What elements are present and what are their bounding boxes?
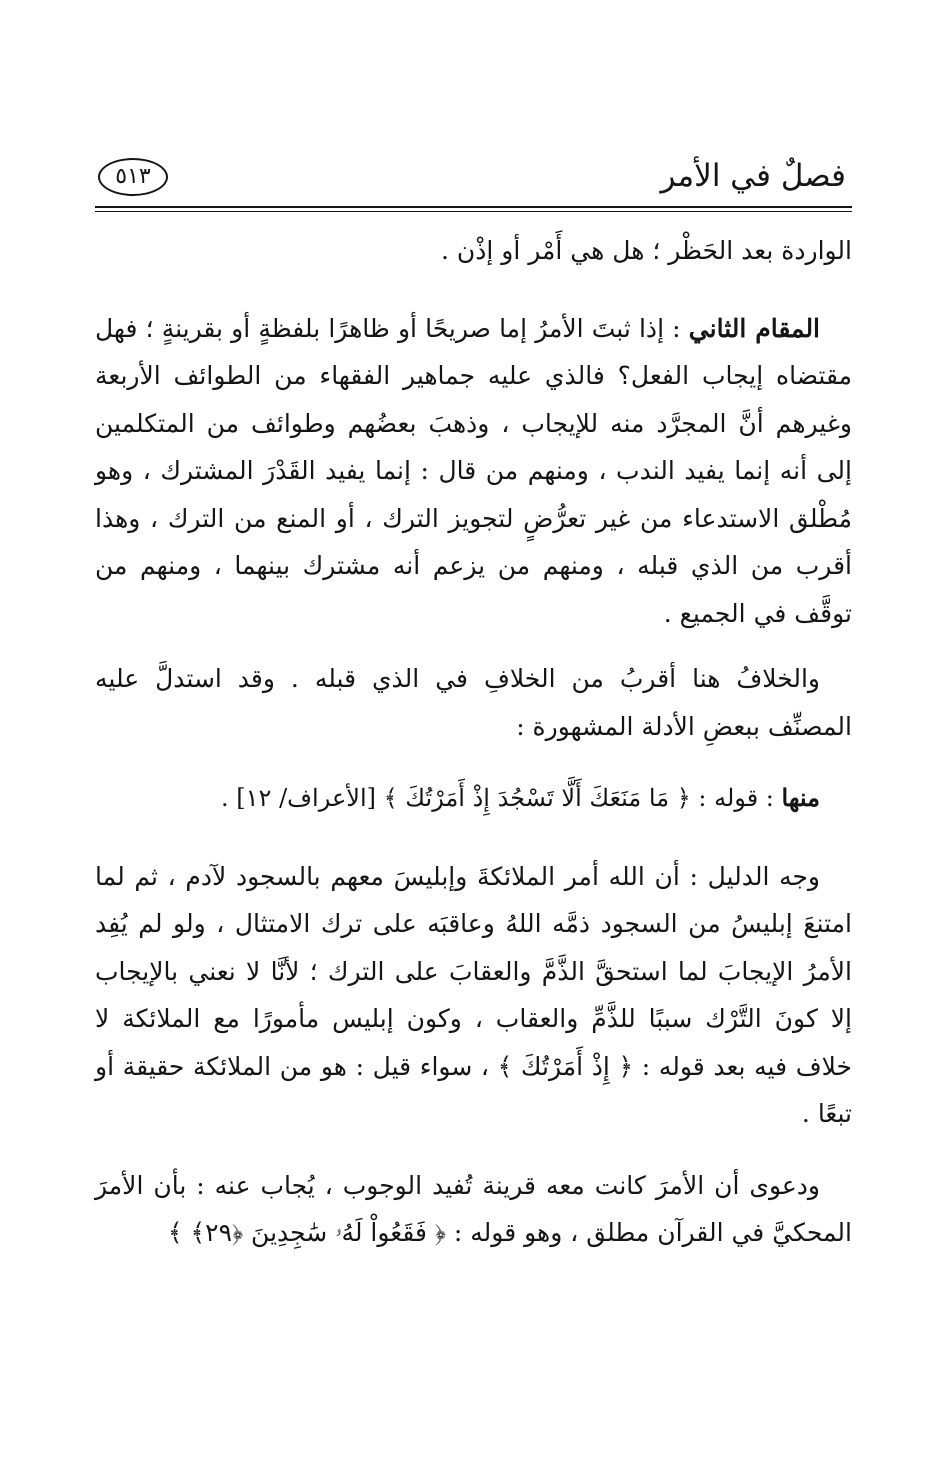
section-lead-term: المقام الثاني bbox=[688, 313, 821, 343]
paragraph-claim-response bbox=[95, 1162, 852, 1257]
header-rule-thin bbox=[95, 211, 852, 212]
paragraph-text: الواردة بعد الحَظْر ؛ هل هي أَمْر أو إذْن . bbox=[440, 236, 852, 265]
paragraph-text: : قوله : ﴿ مَا مَنَعَكَ أَلَّا تَسْجُدَ إِذْ أَمَرْتُكَ ﴾ [الأعراف/ ١٢] . bbox=[221, 784, 782, 812]
paragraph-evidence-explanation bbox=[95, 853, 852, 1138]
paragraph-second-position bbox=[95, 305, 852, 638]
paragraph-gap bbox=[95, 637, 852, 655]
paragraph-gap bbox=[95, 275, 852, 305]
paragraph-continuation bbox=[95, 227, 852, 275]
paragraph-first-evidence bbox=[95, 774, 852, 823]
paragraph-gap bbox=[95, 1138, 852, 1162]
paragraph-text: : إذا ثبتَ الأمرُ إما صريحًا أو ظاهرًا بلفظةٍ أو بقرينةٍ ؛ فهل مقتضاه إيجاب الفعل؟ فالذي عليه جماهير الفقهاء من الطوائف الأربعة وغيرهم أنَّ المجرَّد منه للإيجاب ، وذهبَ بعضُهم وطوائف من المتكلمين إلى أنه إنما يفيد الندب ، ومنهم من قال : إنما يفيد القَدْرَ المشترك ، وهو مُطْلق الاستدعاء من غير تعرُّضٍ لتجويز الترك ، أو المنع من الترك ، وهذا أقرب من الذي قبله ، ومنهم من يزعم أنه مشترك بينهما ، ومنهم من توقَّف في الجميع . bbox=[95, 313, 852, 628]
running-header bbox=[95, 150, 852, 208]
body-text bbox=[95, 227, 852, 1257]
evidence-lead-term: منها bbox=[781, 783, 820, 812]
paragraph-text: وجه الدليل : أن الله أمر الملائكةَ وإبليسَ معهم بالسجود لآدم ، ثم لما امتنعَ إبليسُ من السجود ذمَّه اللهُ وعاقبَه على ترك الامتثال ، ولو لم يُفِد الأمرُ الإيجابَ لما استحقَّ الذَّمَّ والعقابَ على الترك ؛ لأنَّا لا نعني بالإيجاب إلا كونَ التَّرْك سببًا للذَّمِّ والعقاب ، وكون إبليس مأمورًا مع الملائكة لا خلاف فيه بعد قوله : ﴿ إِذْ أَمَرْتُكَ ﴾ ، سواء قيل : هو من الملائكة حقيقة أو تبعًا . bbox=[95, 861, 852, 1128]
paragraph-gap bbox=[95, 750, 852, 774]
paragraph-disagreement bbox=[95, 655, 852, 750]
chapter-title: فصلٌ في الأمر bbox=[660, 158, 846, 194]
paragraph-text: والخلافُ هنا أقربُ من الخلافِ في الذي قبله . وقد استدلَّ عليه المصنِّف ببعضِ الأدلة المشهورة : bbox=[95, 664, 852, 741]
page-number: ٥١٣ bbox=[98, 158, 168, 196]
paragraph-text: ودعوى أن الأمرَ كانت معه قرينة تُفيد الوجوب ، يُجاب عنه : بأن الأمرَ المحكيَّ في القرآن مطلق ، وهو قوله : ﴿ فَقَعُواْ لَهُۥ سَٰجِدِينَ ﴿٢٩﴾ ﴾ bbox=[95, 1170, 852, 1247]
paragraph-gap bbox=[95, 823, 852, 853]
header-rule-thick bbox=[95, 206, 852, 208]
